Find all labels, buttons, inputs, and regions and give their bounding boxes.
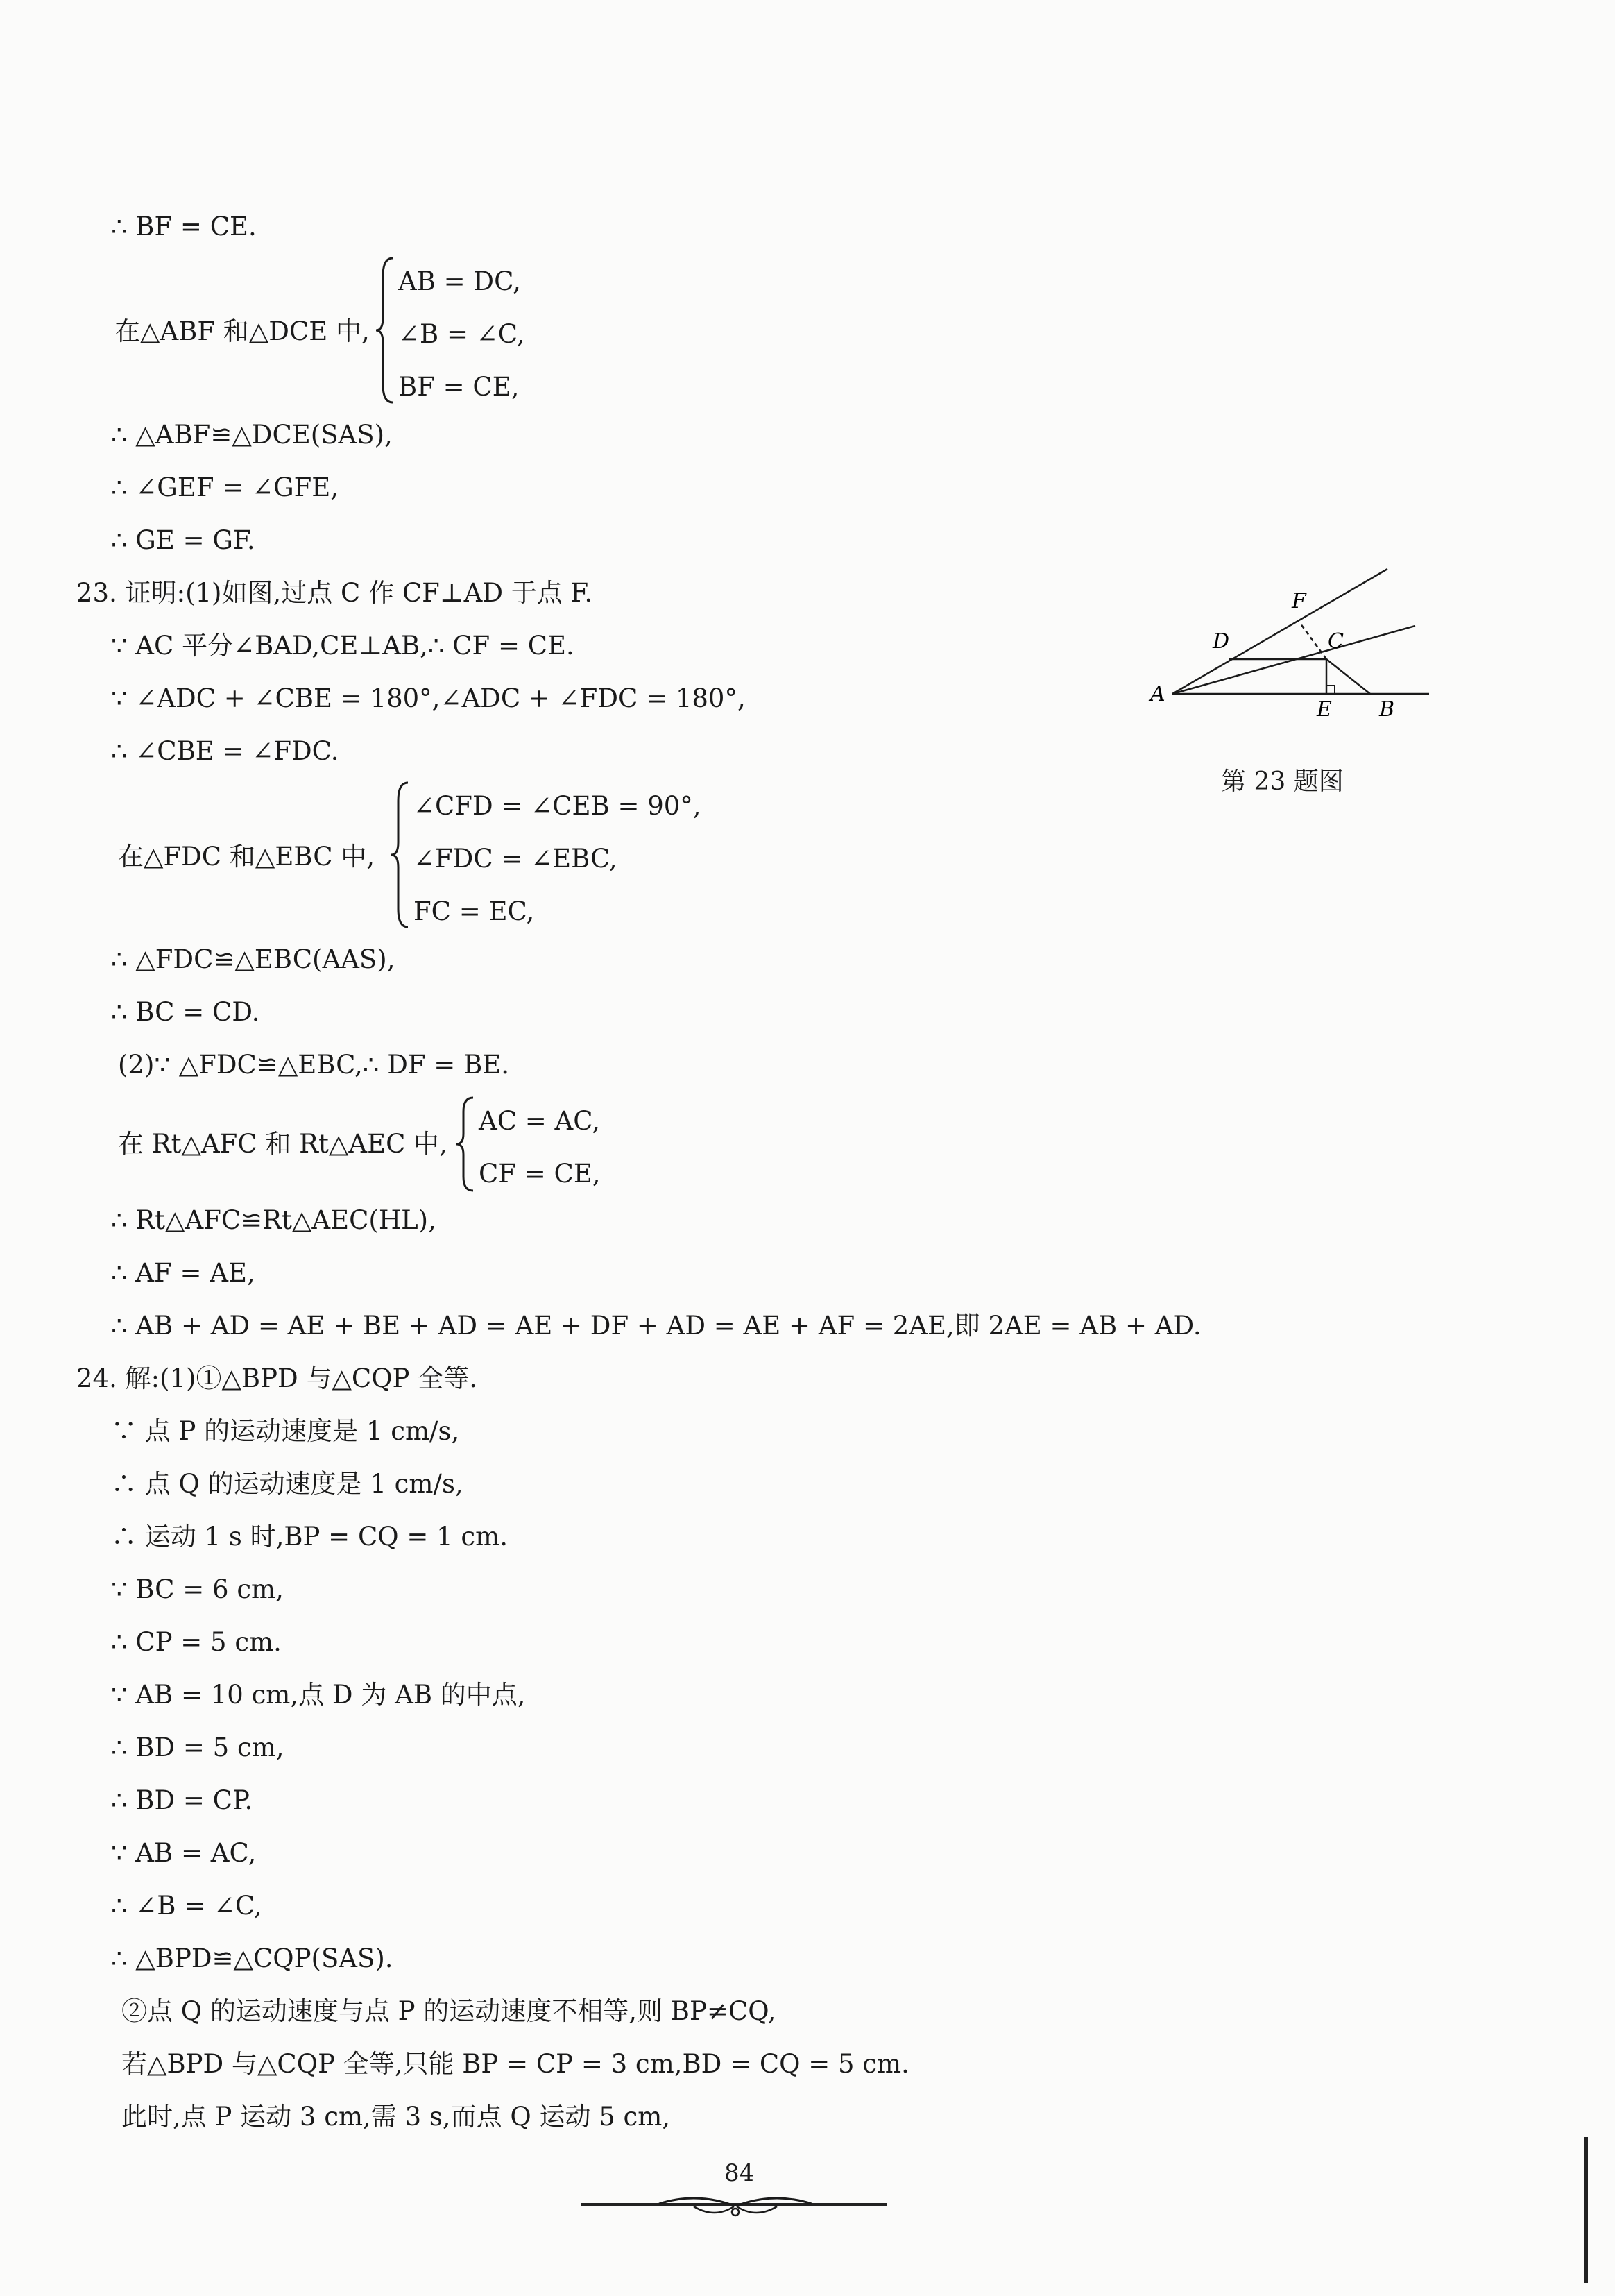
label-a: A (1150, 682, 1165, 706)
proof-line: ∵ BC = 6 cm, (111, 1574, 284, 1604)
problem-heading: 24. 解:(1)①△BPD 与△CQP 全等. (76, 1363, 477, 1393)
problem-heading: 23. 证明:(1)如图,过点 C 作 CF⊥AD 于点 F. (76, 578, 593, 608)
proof-line: ②点 Q 的运动速度与点 P 的运动速度不相等,则 BP≠CQ, (121, 1996, 776, 2026)
ray-ad (1172, 569, 1387, 694)
system-intro: 在△FDC 和△EBC 中, (118, 842, 375, 871)
label-d: D (1213, 629, 1230, 654)
equation-system-3 (455, 1095, 601, 1200)
proof-line: ∴ BF = CE. (111, 212, 257, 241)
figure-caption: 第 23 题图 (1221, 767, 1344, 796)
proof-line: ∵ AB = AC, (111, 1838, 257, 1868)
page-number: 84 (724, 2159, 755, 2187)
segment-cb (1326, 659, 1370, 694)
label-c: C (1328, 629, 1344, 654)
proof-line: ∴ BD = 5 cm, (111, 1733, 284, 1762)
proof-line: ∴ 运动 1 s 时,BP = CQ = 1 cm. (111, 1522, 508, 1551)
proof-line: ∵ AC 平分∠BAD,CE⊥AB,∴ CF = CE. (111, 631, 574, 661)
margin-mark (1584, 2137, 1588, 2283)
geometry-figure-23 (1138, 555, 1471, 722)
proof-line: 若△BPD 与△CQP 全等,只能 BP = CP = 3 cm,BD = CQ = 5 cm. (121, 2049, 909, 2079)
equation-system-2 (390, 780, 701, 938)
left-brace-icon (455, 1095, 476, 1193)
footer-ornament-icon (652, 2186, 819, 2225)
system-row: ∠B = ∠C, (398, 319, 525, 349)
left-brace-icon (390, 780, 411, 930)
system-row: ∠CFD = ∠CEB = 90°, (413, 791, 701, 821)
system-row: FC = EC, (413, 896, 535, 926)
proof-line: ∴ Rt△AFC≌Rt△AEC(HL), (111, 1205, 436, 1235)
right-angle-mark (1326, 686, 1335, 694)
label-f: F (1292, 589, 1306, 613)
system-row: ∠FDC = ∠EBC, (413, 844, 617, 874)
proof-line: ∴ BC = CD. (111, 997, 260, 1027)
label-e: E (1317, 697, 1332, 722)
system-row: AC = AC, (479, 1106, 601, 1136)
proof-line: ∴ BD = CP. (111, 1785, 253, 1815)
proof-line: ∴ CP = 5 cm. (111, 1627, 282, 1657)
system-row: BF = CE, (398, 372, 520, 402)
proof-line: ∴ ∠CBE = ∠FDC. (111, 736, 339, 766)
equation-system-1 (375, 255, 524, 414)
proof-line: ∵ ∠ADC + ∠CBE = 180°,∠ADC + ∠FDC = 180°, (111, 683, 746, 713)
proof-line: ∴ ∠B = ∠C, (111, 1891, 262, 1921)
system-intro: 在 Rt△AFC 和 Rt△AEC 中, (118, 1129, 447, 1159)
label-b: B (1379, 697, 1395, 722)
proof-line: ∵ 点 P 的运动速度是 1 cm/s, (111, 1416, 460, 1446)
proof-line: ∴ △ABF≌△DCE(SAS), (111, 420, 393, 450)
system-intro: 在△ABF 和△DCE 中, (114, 316, 370, 346)
proof-line: ∴ 点 Q 的运动速度是 1 cm/s, (111, 1469, 463, 1499)
proof-line: ∵ AB = 10 cm,点 D 为 AB 的中点, (111, 1680, 526, 1710)
proof-line: ∴ AB + AD = AE + BE + AD = AE + DF + AD = AE + AF = 2AE,即 2AE = AB + AD. (111, 1311, 1202, 1341)
system-row: CF = CE, (479, 1159, 601, 1189)
system-row: AB = DC, (398, 266, 521, 296)
proof-line: (2)∵ △FDC≌△EBC,∴ DF = BE. (118, 1050, 510, 1080)
proof-line: ∴ △BPD≌△CQP(SAS). (111, 1944, 393, 1973)
proof-line: ∴ △FDC≌△EBC(AAS), (111, 944, 395, 974)
proof-line: ∴ ∠GEF = ∠GFE, (111, 473, 339, 502)
proof-line: ∴ GE = GF. (111, 525, 255, 555)
proof-line: 此时,点 P 运动 3 cm,需 3 s,而点 Q 运动 5 cm, (121, 2102, 671, 2132)
proof-line: ∴ AF = AE, (111, 1258, 255, 1288)
left-brace-icon (375, 255, 395, 405)
